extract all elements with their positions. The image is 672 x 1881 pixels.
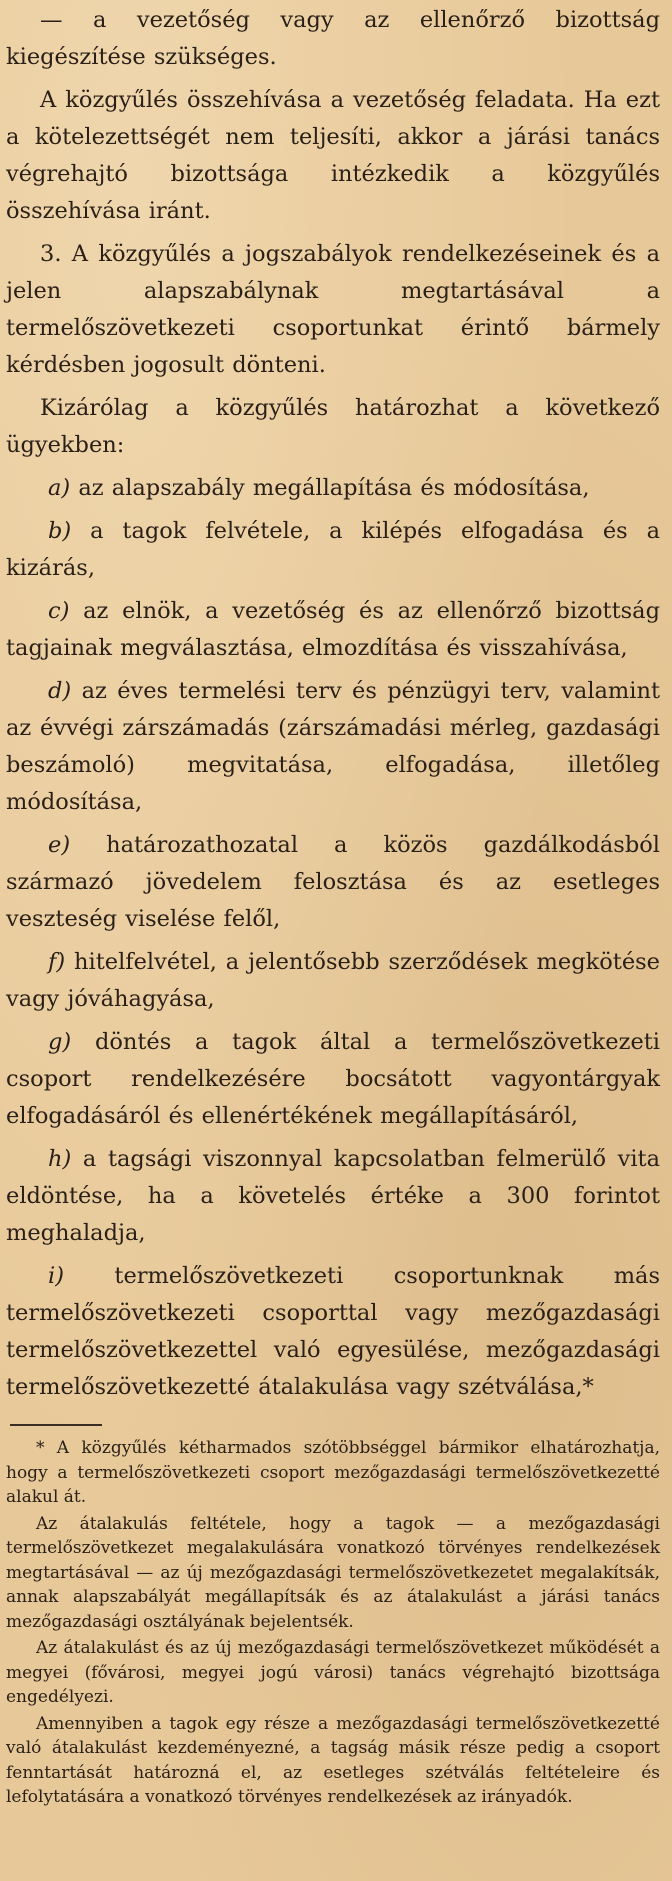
list-item-label: g) [48, 1029, 72, 1055]
paragraph-convening: A közgyűlés összehívása a vezetőség feladata. Ha ezt a kötelezettségét nem teljesíti, akkor a járási tanács végrehajtó bizottsága intézkedik a közgyűlés összehívása iránt. [6, 87, 660, 224]
list-item-label: f) [48, 949, 66, 975]
list-item-label: a) [48, 475, 71, 501]
list-item-label: b) [48, 518, 72, 544]
footnote-1: * A közgyűlés kétharmados szótöbbséggel bármikor elhatározhatja, hogy a termelőszövetkezeti csoport mezőgazdasági termelőszövetkezetté alakul át. [6, 1438, 660, 1507]
list-item-text: döntés a tagok által a termelőszövetkezeti csoport rendelkezésére bocsátott vagyontárgyak elfogadásáról és ellenértékének megállapításáról, [6, 1029, 660, 1129]
list-item-b [6, 513, 660, 587]
list-item-a [6, 470, 660, 507]
list-item-label: c) [48, 598, 70, 624]
footnote-divider [10, 1424, 102, 1426]
list-item-label: d) [48, 678, 72, 704]
list-item-c [6, 593, 660, 667]
main-text [6, 2, 660, 1406]
footnote-3: Az átalakulást és az új mezőgazdasági termelőszövetkezet működését a megyei (fővárosi, megyei jogú városi) tanács végrehajtó bizottsága engedélyezi. [6, 1638, 660, 1707]
list-item-text: az alapszabály megállapítása és módosítása, [78, 475, 590, 501]
list-item-text: az elnök, a vezetőség és az ellenőrző bizottság tagjainak megválasztása, elmozdítása és visszahívása, [6, 598, 660, 661]
list-item-label: h) [48, 1146, 72, 1172]
list-item-f [6, 944, 660, 1018]
list-item-g [6, 1024, 660, 1135]
list-item-d [6, 673, 660, 821]
list-item-h [6, 1141, 660, 1252]
list-item-e [6, 827, 660, 938]
paragraph-exclusive-matters: Kizárólag a közgyűlés határozhat a következő ügyekben: [6, 395, 660, 458]
list-item-label: e) [48, 832, 71, 858]
paragraph-section-3: 3. A közgyűlés a jogszabályok rendelkezéseinek és a jelen alapszabálynak megtartásával a termelőszövetkezeti csoportunkat érintő bármely kérdésben jogosult dönteni. [6, 241, 660, 378]
list-item-text: az éves termelési terv és pénzügyi terv, valamint az évvégi zárszámadás (zárszámadási mérleg, gazdasági beszámoló) megvitatása, elfogadása, illetőleg módosítása, [6, 678, 660, 815]
list-item-label: i) [48, 1263, 64, 1289]
footnote-2: Az átalakulás feltétele, hogy a tagok — a mezőgazdasági termelőszövetkezet megalakulására vonatkozó törvényes rendelkezések megtartásával — az új mezőgazdasági termelőszövetkezetet megalakítsák, annak alapszabályát megállapítsák és az átalakulást a járási tanács mezőgazdasági osztályának bejelentsék. [6, 1513, 660, 1632]
footnotes [6, 1436, 660, 1810]
list-item-text: a tagok felvétele, a kilépés elfogadása és a kizárás, [6, 518, 660, 581]
paragraph-continuation: — a vezetőség vagy az ellenőrző bizottság kiegészítése szükséges. [6, 7, 660, 70]
list-item-i [6, 1258, 660, 1406]
list-item-text: termelőszövetkezeti csoportunknak más termelőszövetkezeti csoporttal vagy mezőgazdasági termelőszövetkezettel való egyesülése, mezőgazdasági termelőszövetkezetté átalakulása vagy szétválása,* [6, 1263, 661, 1400]
list-item-text: hitelfelvétel, a jelentősebb szerződések megkötése vagy jóváhagyása, [6, 949, 660, 1012]
footnote-4: Amennyiben a tagok egy része a mezőgazdasági termelőszövetkezetté való átalakulást kezdeményezné, a tagság másik része pedig a csoport fenntartását határozná el, az esetleges szétválás feltételeire és lefolytatására a vonatkozó törvényes rendelkezések az irányadók. [6, 1713, 660, 1807]
list-item-text: határozathozatal a közös gazdálkodásból származó jövedelem felosztása és az esetleges veszteség viselése felől, [6, 832, 660, 932]
list-item-text: a tagsági viszonnyal kapcsolatban felmerülő vita eldöntése, ha a követelés értéke a 300 forintot meghaladja, [6, 1146, 661, 1246]
